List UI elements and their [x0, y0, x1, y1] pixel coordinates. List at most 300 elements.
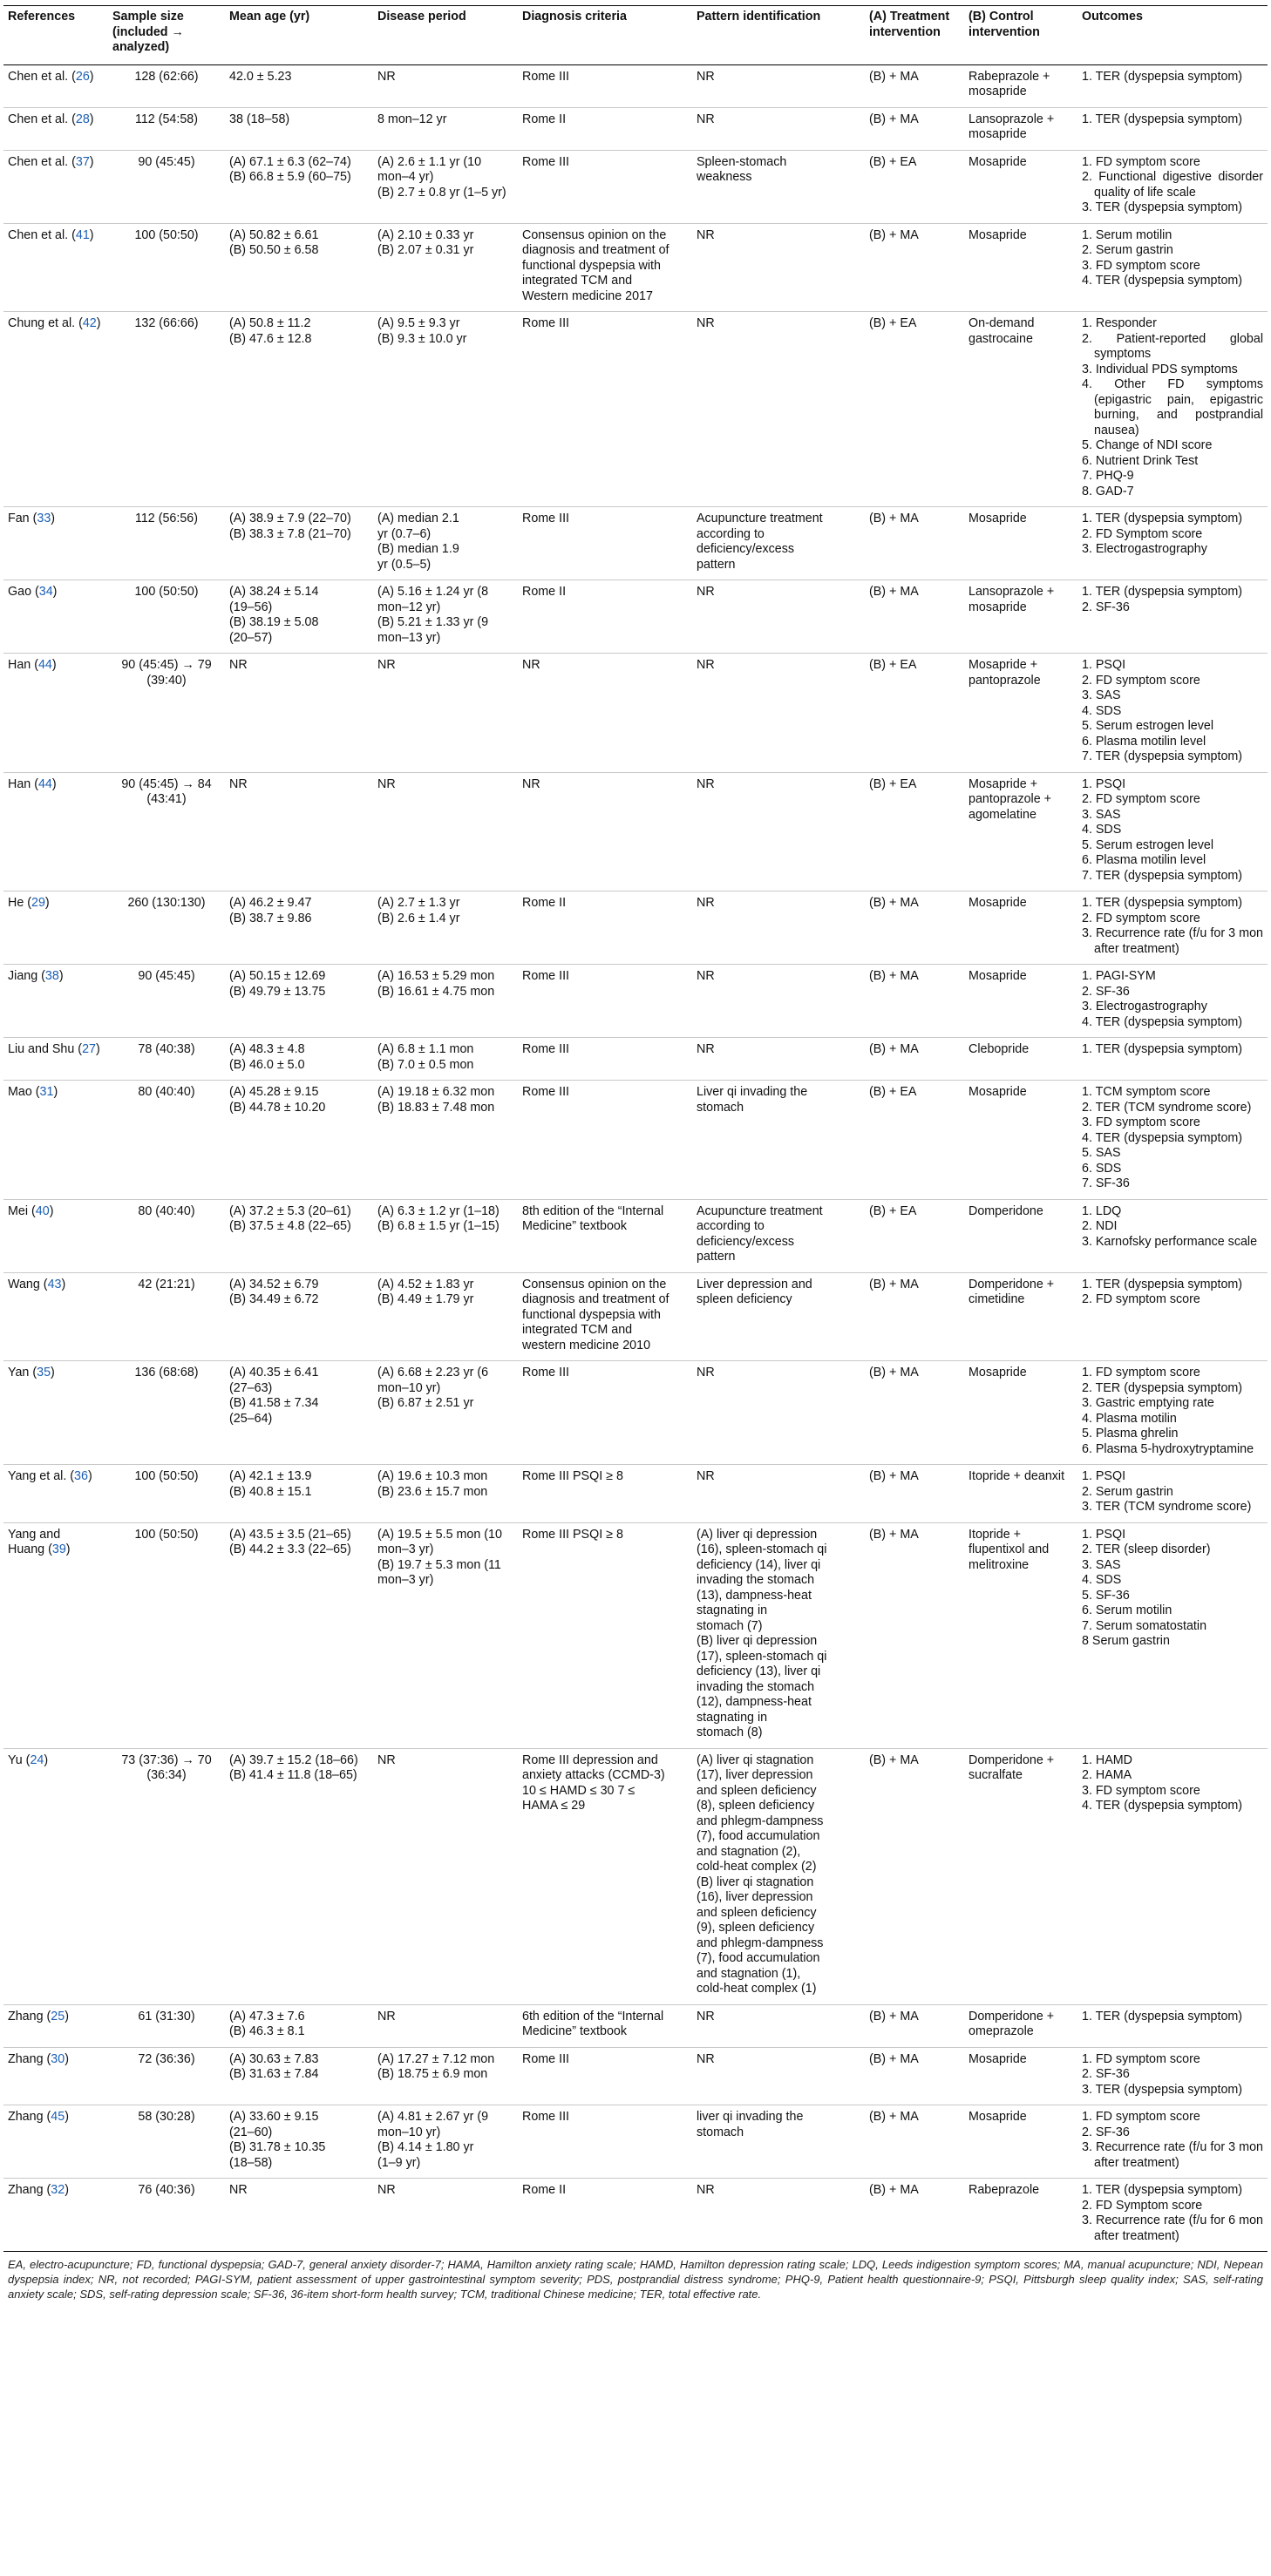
cell-outcomes [1077, 1748, 1268, 2004]
cell-sample-size-line: 78 (40:38) [138, 1042, 195, 1056]
cell-disease-period-line: mon–10 yr) [377, 2125, 441, 2139]
cell-sample-size [108, 223, 225, 312]
reference-author: Yang et al. ( [8, 1469, 75, 1483]
table-row [3, 2004, 1268, 2047]
cell-treatment-intervention: (B) + MA [865, 580, 964, 654]
reference-close-paren: ) [65, 2051, 69, 2066]
cell-sample-size [108, 2047, 225, 2105]
cell-pattern-identification [692, 2004, 865, 2047]
table-row [3, 2105, 1268, 2179]
reference-citation-link[interactable]: 44 [37, 776, 52, 791]
cell-outcomes-line: 1. Responder [1082, 316, 1157, 330]
cell-disease-period-line: yr (0.7–6) [377, 526, 432, 541]
cell-outcomes-line: 1. TER (dyspepsia symptom) [1082, 2183, 1243, 2197]
reference-author: Liu and Shu ( [8, 1042, 83, 1056]
cell-mean-age-line: (20–57) [229, 630, 273, 645]
cell-outcomes-line: 1. TER (dyspepsia symptom) [1082, 896, 1243, 910]
cell-disease-period-line: (B) 18.75 ± 6.9 mon [377, 2067, 488, 2081]
cell-disease-period-line: (A) 9.5 ± 9.3 yr [377, 316, 460, 330]
reference-author: Chung et al. ( [8, 316, 83, 330]
cell-control-intervention [964, 891, 1077, 965]
cell-mean-age-line: NR [229, 2183, 248, 2197]
reference-citation-link[interactable]: 39 [51, 1542, 66, 1556]
cell-mean-age [225, 891, 373, 965]
header-row [3, 6, 1268, 65]
cell-control-intervention-line: Mosapride [969, 512, 1027, 525]
cell-control-intervention-line: Clebopride [969, 1042, 1030, 1056]
cell-diagnosis-criteria [518, 2047, 692, 2105]
reference-citation-link[interactable]: 26 [75, 69, 90, 84]
cell-diagnosis-criteria-line: Rome III [522, 316, 570, 330]
cell-control-intervention-line: Domperidone + [969, 1752, 1055, 1767]
cell-reference [3, 1272, 108, 1361]
cell-disease-period-line: NR [377, 658, 396, 672]
cell-diagnosis-criteria [518, 107, 692, 150]
cell-diagnosis-criteria [518, 223, 692, 312]
cell-pattern-identification-line: (12), dampness-heat [697, 1695, 812, 1709]
cell-disease-period [373, 507, 518, 580]
cell-disease-period-line: mon–4 yr) [377, 170, 434, 184]
cell-outcomes-line: 4. Other FD symptoms (epigastric pain, epigastric burning, and postprandial nausea) [1082, 377, 1263, 437]
cell-diagnosis-criteria-line: NR [522, 658, 540, 672]
reference-close-paren: ) [95, 1042, 100, 1056]
cell-pattern-identification-line: and phlegm-dampness [697, 1935, 824, 1950]
reference-citation-link[interactable]: 45 [51, 2110, 65, 2124]
cell-diagnosis-criteria-line: Consensus opinion on the [522, 227, 667, 242]
cell-mean-age [225, 2004, 373, 2047]
cell-diagnosis-criteria [518, 1522, 692, 1748]
cell-outcomes [1077, 2004, 1268, 2047]
cell-disease-period-line: (A) 2.7 ± 1.3 yr [377, 896, 460, 910]
cell-disease-period-line: NR [377, 2183, 396, 2197]
cell-outcomes [1077, 772, 1268, 891]
cell-mean-age-line: (25–64) [229, 1411, 273, 1426]
cell-outcomes-line: 3. TER (dyspepsia symptom) [1082, 200, 1243, 214]
cell-reference [3, 965, 108, 1038]
cell-outcomes-line: 2. FD symptom score [1082, 673, 1200, 688]
reference-close-paren: ) [53, 1085, 58, 1099]
cell-pattern-identification-line: Acupuncture treatment [697, 512, 823, 525]
reference-citation-link[interactable]: 44 [37, 658, 52, 672]
cell-treatment-intervention: (B) + MA [865, 223, 964, 312]
reference-author: Jiang ( [8, 969, 45, 983]
cell-control-intervention-line: Mosapride [969, 969, 1027, 983]
cell-pattern-identification-line: weakness [697, 170, 752, 184]
cell-outcomes-line: 2. HAMA [1082, 1768, 1132, 1782]
cell-control-intervention-line: pantoprazole + [969, 792, 1051, 806]
cell-pattern-identification-line: pattern [697, 1250, 736, 1264]
cell-reference [3, 64, 108, 107]
cell-treatment-intervention: (B) + EA [865, 1199, 964, 1272]
cell-outcomes [1077, 891, 1268, 965]
cell-pattern-identification [692, 580, 865, 654]
cell-outcomes-line: 3. Recurrence rate (f/u for 3 mon after treatment) [1082, 2140, 1263, 2170]
cell-diagnosis-criteria [518, 312, 692, 507]
cell-control-intervention [964, 965, 1077, 1038]
reference-citation-link[interactable]: 25 [51, 2009, 65, 2024]
cell-pattern-identification-line: spleen deficiency [697, 1292, 792, 1306]
cell-pattern-identification [692, 150, 865, 223]
cell-diagnosis-criteria [518, 1748, 692, 2004]
cell-sample-size [108, 1272, 225, 1361]
cell-disease-period-line: (A) 19.5 ± 5.5 mon (10 [377, 1527, 502, 1542]
table-row [3, 2179, 1268, 2252]
cell-pattern-identification-line: Spleen-stomach [697, 154, 787, 169]
reference-close-paren: ) [44, 896, 50, 910]
cell-pattern-identification-line: deficiency (13), liver qi [697, 1664, 821, 1678]
cell-pattern-identification [692, 2047, 865, 2105]
cell-disease-period-line: NR [377, 776, 396, 791]
cell-pattern-identification-line: NR [697, 2183, 715, 2197]
cell-outcomes-line: 1. TER (dyspepsia symptom) [1082, 2009, 1243, 2024]
cell-outcomes [1077, 1081, 1268, 1200]
cell-diagnosis-criteria-line: Medicine” textbook [522, 1219, 627, 1233]
header-control-intervention: (B) Control intervention [964, 6, 1077, 65]
cell-control-intervention [964, 64, 1077, 107]
cell-diagnosis-criteria [518, 580, 692, 654]
reference-close-paren: ) [89, 227, 94, 242]
cell-disease-period-line: (A) 2.10 ± 0.33 yr [377, 227, 474, 242]
cell-pattern-identification-line: and spleen deficiency [697, 1783, 817, 1798]
reference-citation-link[interactable]: 33 [37, 512, 51, 525]
cell-disease-period [373, 580, 518, 654]
cell-control-intervention-line: Mosapride [969, 896, 1027, 910]
cell-sample-size-line: (36:34) [146, 1768, 187, 1782]
cell-diagnosis-criteria-line: Rome III [522, 69, 570, 84]
cell-pattern-identification-line: NR [697, 2009, 715, 2024]
cell-reference [3, 223, 108, 312]
cell-mean-age [225, 2105, 373, 2179]
cell-disease-period-line: (B) 9.3 ± 10.0 yr [377, 331, 467, 346]
cell-outcomes [1077, 1522, 1268, 1748]
cell-outcomes-line: 2. FD symptom score [1082, 911, 1200, 925]
cell-reference [3, 2004, 108, 2047]
cell-outcomes-line: 3. SAS [1082, 688, 1121, 702]
cell-disease-period-line: (B) 4.49 ± 1.79 yr [377, 1292, 474, 1306]
cell-disease-period-line: NR [377, 69, 396, 84]
cell-outcomes-line: 3. Gastric emptying rate [1082, 1396, 1214, 1410]
cell-diagnosis-criteria [518, 2179, 692, 2252]
cell-pattern-identification [692, 654, 865, 773]
cell-outcomes-line: 7. PHQ-9 [1082, 469, 1134, 483]
reference-author: Fan ( [8, 512, 37, 525]
cell-diagnosis-criteria [518, 2105, 692, 2179]
cell-outcomes-line: 3. Individual PDS symptoms [1082, 362, 1238, 376]
cell-pattern-identification-line: Liver depression and [697, 1277, 812, 1291]
reference-citation-link[interactable]: 43 [47, 1277, 62, 1291]
header-pattern-identification: Pattern identification [692, 6, 865, 65]
cell-control-intervention [964, 1361, 1077, 1465]
cell-control-intervention-line: cimetidine [969, 1292, 1025, 1306]
cell-pattern-identification-line: according to [697, 1219, 765, 1233]
cell-outcomes-line: 1. TER (dyspepsia symptom) [1082, 1277, 1243, 1291]
cell-mean-age-line: (A) 50.8 ± 11.2 [229, 316, 311, 330]
cell-pattern-identification-line: (8), spleen deficiency [697, 1799, 815, 1813]
cell-disease-period [373, 1199, 518, 1272]
reference-citation-link[interactable]: 37 [75, 154, 90, 169]
cell-mean-age-line: (A) 50.82 ± 6.61 [229, 227, 319, 242]
cell-reference [3, 107, 108, 150]
cell-pattern-identification [692, 107, 865, 150]
cell-pattern-identification [692, 1081, 865, 1200]
cell-pattern-identification-line: NR [697, 227, 715, 242]
cell-diagnosis-criteria-line: functional dyspepsia with [522, 1307, 661, 1322]
cell-outcomes [1077, 223, 1268, 312]
cell-outcomes-line: 5. SAS [1082, 1146, 1121, 1160]
cell-reference [3, 1199, 108, 1272]
cell-outcomes-line: 1. TER (dyspepsia symptom) [1082, 1042, 1243, 1056]
header-sample-size: Sample size (included → analyzed) [108, 6, 225, 65]
cell-outcomes [1077, 107, 1268, 150]
cell-pattern-identification-line: (A) liver qi stagnation [697, 1752, 814, 1767]
cell-mean-age [225, 1522, 373, 1748]
cell-sample-size-line: 128 (62:66) [134, 69, 199, 84]
reference-citation-link[interactable]: 29 [31, 896, 45, 910]
cell-control-intervention [964, 1522, 1077, 1748]
cell-control-intervention [964, 312, 1077, 507]
reference-citation-link[interactable]: 28 [75, 112, 90, 126]
cell-control-intervention [964, 1748, 1077, 2004]
table-row [3, 965, 1268, 1038]
cell-sample-size-line: 90 (45:45) → 79 [121, 658, 212, 672]
table-row [3, 64, 1268, 107]
reference-close-paren: ) [44, 1752, 49, 1767]
cell-outcomes [1077, 507, 1268, 580]
cell-control-intervention-line: omeprazole [969, 2024, 1034, 2038]
cell-treatment-intervention: (B) + EA [865, 1081, 964, 1200]
cell-mean-age-line: (B) 37.5 ± 4.8 (22–65) [229, 1219, 351, 1233]
cell-mean-age-line: (A) 67.1 ± 6.3 (62–74) [229, 154, 351, 169]
reference-close-paren: ) [96, 316, 101, 330]
cell-pattern-identification [692, 891, 865, 965]
reference-citation-link[interactable]: 36 [74, 1469, 88, 1483]
cell-mean-age-line: (B) 34.49 ± 6.72 [229, 1292, 319, 1306]
reference-citation-link[interactable]: 35 [37, 1366, 51, 1380]
cell-mean-age-line: (A) 43.5 ± 3.5 (21–65) [229, 1527, 351, 1542]
reference-close-paren: ) [51, 658, 57, 672]
reference-close-paren: ) [89, 69, 94, 84]
cell-outcomes-line: 7. SF-36 [1082, 1176, 1130, 1190]
table-row [3, 1522, 1268, 1748]
cell-disease-period-line: (B) 4.14 ± 1.80 yr [377, 2140, 474, 2154]
cell-mean-age [225, 312, 373, 507]
cell-control-intervention [964, 772, 1077, 891]
cell-outcomes-line: 1. PSQI [1082, 658, 1126, 672]
cell-diagnosis-criteria [518, 1272, 692, 1361]
table-row [3, 1272, 1268, 1361]
cell-control-intervention-line: Lansoprazole + [969, 112, 1055, 126]
cell-sample-size-line: (43:41) [146, 792, 187, 806]
cell-mean-age [225, 654, 373, 773]
cell-control-intervention-line: pantoprazole [969, 673, 1041, 688]
cell-pattern-identification-line: stomach (7) [697, 1618, 763, 1633]
cell-outcomes [1077, 2105, 1268, 2179]
cell-pattern-identification-line: NR [697, 2051, 715, 2066]
reference-close-paren: ) [87, 1469, 92, 1483]
reference-citation-link[interactable]: 42 [82, 316, 97, 330]
cell-sample-size [108, 580, 225, 654]
reference-author: Zhang ( [8, 2183, 51, 2197]
cell-sample-size [108, 1038, 225, 1081]
cell-pattern-identification-line: (16), liver depression [697, 1890, 813, 1904]
cell-outcomes-line: 2. FD symptom score [1082, 1292, 1200, 1306]
cell-outcomes-line: 2. NDI [1082, 1219, 1118, 1233]
reference-citation-link[interactable]: 24 [30, 1752, 44, 1767]
cell-pattern-identification-line: Acupuncture treatment [697, 1203, 823, 1218]
reference-citation-link[interactable]: 32 [51, 2183, 65, 2197]
cell-outcomes-line: 1. FD symptom score [1082, 154, 1200, 169]
cell-sample-size-line: 80 (40:40) [138, 1085, 195, 1099]
cell-sample-size [108, 1522, 225, 1748]
cell-sample-size-line: 100 (50:50) [134, 1469, 199, 1483]
reference-citation-link[interactable]: 38 [44, 969, 59, 983]
cell-diagnosis-criteria-line: HAMA ≤ 29 [522, 1799, 586, 1813]
cell-sample-size [108, 1748, 225, 2004]
reference-author: Yan ( [8, 1366, 37, 1380]
cell-mean-age-line: 42.0 ± 5.23 [229, 69, 292, 84]
cell-sample-size-line: 73 (37:36) → 70 [121, 1752, 212, 1767]
cell-mean-age-line: (A) 47.3 ± 7.6 [229, 2009, 305, 2024]
reference-citation-link[interactable]: 30 [51, 2051, 65, 2066]
table-row [3, 772, 1268, 891]
cell-mean-age-line: (18–58) [229, 2155, 273, 2170]
cell-reference [3, 772, 108, 891]
cell-outcomes [1077, 580, 1268, 654]
header-treatment-intervention: (A) Treatment intervention [865, 6, 964, 65]
cell-reference [3, 2179, 108, 2252]
cell-disease-period-line: mon–3 yr) [377, 1542, 434, 1556]
cell-outcomes-line: 3. Electrogastrography [1082, 1000, 1207, 1013]
cell-treatment-intervention: (B) + MA [865, 891, 964, 965]
cell-outcomes [1077, 312, 1268, 507]
cell-outcomes-line: 1. FD symptom score [1082, 2051, 1200, 2066]
cell-diagnosis-criteria-line: Rome III [522, 1366, 570, 1380]
cell-disease-period-line: (B) 18.83 ± 7.48 mon [377, 1100, 495, 1115]
cell-mean-age [225, 1199, 373, 1272]
cell-mean-age [225, 507, 373, 580]
cell-diagnosis-criteria [518, 507, 692, 580]
cell-control-intervention-line: Rabeprazole + [969, 69, 1050, 84]
cell-diagnosis-criteria-line: Rome III PSQI ≥ 8 [522, 1469, 623, 1483]
cell-diagnosis-criteria [518, 1081, 692, 1200]
cell-outcomes-line: 3. FD symptom score [1082, 258, 1200, 273]
cell-disease-period-line: (A) median 2.1 [377, 512, 459, 525]
table-row [3, 654, 1268, 773]
cell-treatment-intervention: (B) + MA [865, 1748, 964, 2004]
cell-outcomes-line: 6. Plasma motilin level [1082, 734, 1206, 749]
cell-outcomes-line: 8 Serum gastrin [1082, 1634, 1170, 1648]
cell-disease-period-line: (B) 2.6 ± 1.4 yr [377, 911, 460, 925]
reference-citation-link[interactable]: 34 [38, 585, 53, 599]
cell-outcomes-line: 3. Recurrence rate (f/u for 6 mon after treatment) [1082, 2213, 1263, 2243]
cell-diagnosis-criteria-line: functional dyspepsia with [522, 258, 661, 273]
table-row [3, 891, 1268, 965]
cell-treatment-intervention: (B) + EA [865, 312, 964, 507]
cell-disease-period [373, 150, 518, 223]
cell-mean-age-line: (A) 39.7 ± 15.2 (18–66) [229, 1752, 358, 1767]
reference-citation-link[interactable]: 31 [39, 1085, 54, 1099]
cell-mean-age-line: NR [229, 776, 248, 791]
cell-outcomes-line: 4. TER (dyspepsia symptom) [1082, 274, 1243, 288]
reference-author: Han ( [8, 776, 38, 791]
cell-outcomes [1077, 2047, 1268, 2105]
cell-pattern-identification-line: (B) liver qi stagnation [697, 1874, 814, 1889]
reference-citation-link[interactable]: 41 [75, 227, 90, 242]
cell-outcomes-line: 4. TER (dyspepsia symptom) [1082, 1014, 1243, 1029]
cell-mean-age-line: (B) 66.8 ± 5.9 (60–75) [229, 170, 351, 184]
table-footnote: EA, electro-acupuncture; FD, functional dyspepsia; GAD-7, general anxiety disorder-7; HAMA, Hamilton anxiety rating scale; HAMD, Hamilton depression rating scale; LDQ, Leeds indigestion symptom scores; MA, manual acupuncture; NDI, Nepean dyspepsia index; NR, not recorded; PAGI-SYM, patient assessment of upper gastrointestinal symptom severity; PDS, postprandial distress syndrome; PHQ-9, Patient health questionnaire-9; PSQI, Pittsburgh sleep quality index; SAS, self-rating anxiety scale; SDS, self-rating depression scale; SF-36, 36-item short-form health survey; TCM, traditional Chinese medicine; TER, total effective rate. [8, 2258, 1263, 2301]
cell-pattern-identification [692, 965, 865, 1038]
cell-sample-size-line: 260 (130:130) [127, 896, 206, 910]
cell-disease-period-line: mon–10 yr) [377, 1380, 441, 1395]
cell-mean-age [225, 1748, 373, 2004]
cell-disease-period [373, 1081, 518, 1200]
cell-outcomes-line: 5. Serum estrogen level [1082, 719, 1213, 733]
cell-disease-period [373, 891, 518, 965]
table-row [3, 507, 1268, 580]
cell-pattern-identification-line: (B) liver qi depression [697, 1634, 818, 1648]
reference-author: Yu ( [8, 1752, 31, 1767]
cell-disease-period-line: NR [377, 2009, 396, 2024]
cell-outcomes-line: 4. Plasma motilin [1082, 1411, 1177, 1426]
cell-outcomes-line: 1. PSQI [1082, 1527, 1126, 1542]
cell-outcomes-line: 2. FD symptom score [1082, 792, 1200, 806]
cell-pattern-identification-line: (A) liver qi depression [697, 1527, 818, 1542]
reference-citation-link[interactable]: 40 [35, 1203, 50, 1218]
cell-outcomes-line: 1. PSQI [1082, 1469, 1126, 1483]
cell-reference [3, 1038, 108, 1081]
cell-pattern-identification [692, 1522, 865, 1748]
cell-control-intervention-line: Mosapride [969, 2051, 1027, 2066]
reference-author: Zhang ( [8, 2110, 51, 2124]
cell-outcomes-line: 1. TER (dyspepsia symptom) [1082, 112, 1243, 126]
cell-outcomes [1077, 150, 1268, 223]
reference-citation-link[interactable]: 27 [82, 1042, 96, 1056]
table-row [3, 312, 1268, 507]
cell-outcomes-line: 5. Serum estrogen level [1082, 837, 1213, 852]
cell-disease-period [373, 2047, 518, 2105]
cell-disease-period [373, 1465, 518, 1523]
cell-treatment-intervention: (B) + MA [865, 1038, 964, 1081]
cell-disease-period [373, 1522, 518, 1748]
cell-pattern-identification [692, 223, 865, 312]
reference-close-paren: ) [51, 1366, 55, 1380]
table-row [3, 1361, 1268, 1465]
cell-disease-period [373, 2105, 518, 2179]
cell-outcomes-line: 1. TER (dyspepsia symptom) [1082, 585, 1243, 599]
cell-treatment-intervention: (B) + MA [865, 1272, 964, 1361]
reference-close-paren: ) [61, 1277, 66, 1291]
cell-outcomes-line: 1. FD symptom score [1082, 1366, 1200, 1380]
cell-disease-period-line: (A) 19.6 ± 10.3 mon [377, 1469, 488, 1483]
header-mean-age: Mean age (yr) [225, 6, 373, 65]
cell-control-intervention-line: Itopride + [969, 1527, 1022, 1542]
cell-control-intervention-line: Itopride + deanxit [969, 1469, 1065, 1483]
cell-diagnosis-criteria-line: NR [522, 776, 540, 791]
cell-diagnosis-criteria [518, 150, 692, 223]
cell-disease-period-line: (A) 4.52 ± 1.83 yr [377, 1277, 474, 1291]
cell-sample-size [108, 107, 225, 150]
cell-control-intervention-line: Mosapride [969, 227, 1027, 242]
cell-control-intervention [964, 654, 1077, 773]
cell-outcomes-line: 6. Plasma 5-hydroxytryptamine [1082, 1441, 1254, 1456]
cell-disease-period [373, 1361, 518, 1465]
cell-mean-age-line: (A) 48.3 ± 4.8 [229, 1042, 305, 1056]
reference-close-paren: ) [65, 2183, 69, 2197]
cell-sample-size [108, 2179, 225, 2252]
cell-pattern-identification-line: stomach [697, 2125, 744, 2139]
cell-outcomes-line: 6. Nutrient Drink Test [1082, 453, 1199, 468]
